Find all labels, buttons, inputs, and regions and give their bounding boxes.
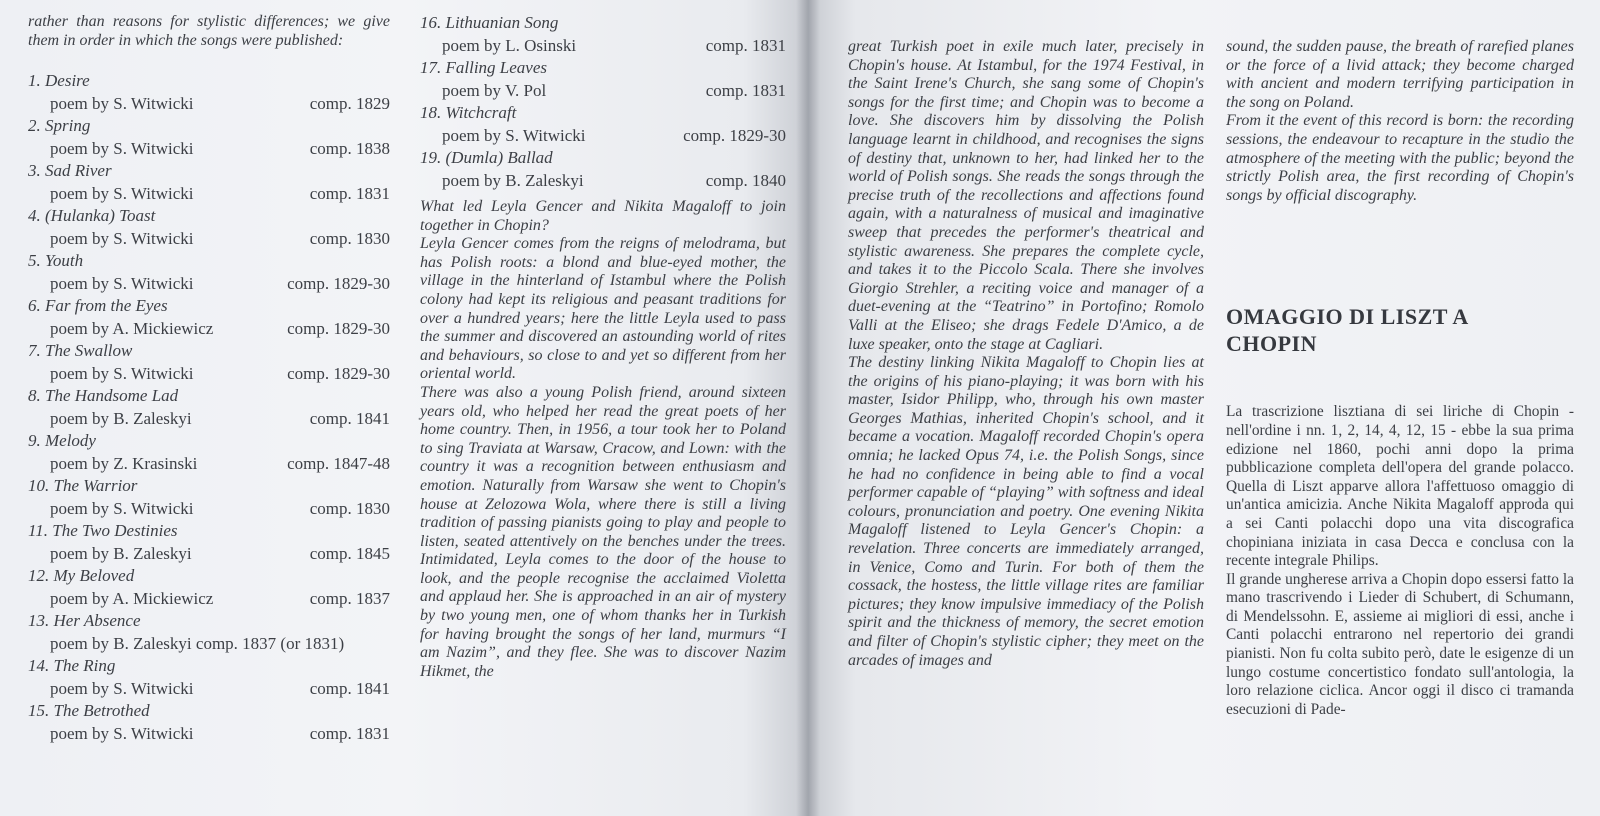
paragraph: The destiny linking Nikita Magaloff to Chopin lies at the origins of his piano-playing; it was born with his master, Isidor Philipp, who, through his own master Georges Mathias, inherited Chopin's school, and it became a vocation. Magaloff recorded Chopin's opera omnia; he lacked Opus 74, i.e. the Polish Songs, since he had no confidence in being able to find a vocal performer capable of “playing” with softness and ideal colours, pronunciation and poetry. One evening Nikita Magaloff listened to Leyla Gencer's Chopin: a revelation. Three concerts are immediately arranged, in Venice, Como and Turin. For both of them the cossack, the hostess, the little village rites are familiar pictures; they know impulsive immediacy of the Polish spirit and the thickness of memory, the secret emotion and filter of Chopin's stylistic cipher; they meet on the arcades of images and (848, 354, 1204, 669)
composition-year: comp. 1829 (309, 93, 390, 113)
song-entry (28, 610, 390, 655)
song-entry (28, 385, 390, 430)
song-credit-line (420, 170, 786, 193)
song-credit-line (420, 80, 786, 103)
song-list-column-1 (28, 12, 390, 745)
poem-credit: poem by S. Witwicki (50, 363, 194, 383)
article-text-english-continued (848, 38, 1204, 670)
composition-year: comp. 1840 (705, 170, 786, 190)
composition-year: comp. 1831 (309, 723, 390, 743)
song-credit-line (420, 125, 786, 148)
composition-year: comp. 1830 (309, 228, 390, 248)
song-credit-line (28, 408, 390, 431)
song-title: 16. Lithuanian Song (420, 13, 559, 32)
text-column-4 (1226, 38, 1574, 719)
song-credit-line (420, 35, 786, 58)
song-credit-line (28, 318, 390, 341)
song-entry (28, 250, 390, 295)
poem-credit: poem by S. Witwicki (50, 678, 194, 698)
composition-year: comp. 1830 (309, 498, 390, 518)
song-credit-line (28, 453, 390, 476)
song-entry (28, 115, 390, 160)
song-title: 10. The Warrior (28, 476, 138, 495)
poem-credit: poem by S. Witwicki (50, 498, 194, 518)
poem-credit: poem by B. Zaleskyi comp. 1837 (or 1831) (50, 633, 345, 653)
composition-year: comp. 1831 (705, 80, 786, 100)
text-column-2 (420, 12, 786, 681)
song-entry (28, 565, 390, 610)
article-text-italian (1226, 403, 1574, 719)
song-entry (28, 475, 390, 520)
song-entry (28, 520, 390, 565)
composition-year: comp. 1831 (309, 183, 390, 203)
song-title: 5. Youth (28, 251, 84, 270)
song-title: 17. Falling Leaves (420, 58, 548, 77)
composition-year: comp. 1831 (705, 35, 786, 55)
song-title: 4. (Hulanka) Toast (28, 206, 156, 225)
article-text-english-end (1226, 38, 1574, 205)
composition-year: comp. 1841 (309, 678, 390, 698)
composition-year: comp. 1845 (309, 543, 390, 563)
intro-text: rather than reasons for stylistic differences; we give them in order in which the songs were published: (28, 13, 390, 49)
poem-credit: poem by S. Witwicki (50, 138, 194, 158)
song-credit-line (28, 183, 390, 206)
song-title: 3. Sad River (28, 161, 112, 180)
text-column-3 (848, 38, 1204, 670)
poem-credit: poem by S. Witwicki (50, 723, 194, 743)
song-credit-line (28, 498, 390, 521)
poem-credit: poem by B. Zaleskyi (442, 170, 584, 190)
song-entry (28, 160, 390, 205)
poem-credit: poem by S. Witwicki (50, 183, 194, 203)
composition-year: comp. 1829-30 (287, 273, 390, 293)
paragraph: sound, the sudden pause, the breath of rarefied planes or the force of a livid attack; they become charged with ancient and modern terrifying participation in the song on Poland. (1226, 38, 1574, 111)
paragraph: great Turkish poet in exile much later, precisely in Chopin's house. At Istambul, for the 1974 Festival, in the Saint Irene's Church, she sang some of Chopin's songs for the first time; and Chopin was to become a love. She discovers him by dissolving the Polish language learnt in childhood, and recognises the signs of destiny that, unknown to her, had linked her to the world of Polish songs. She reads the songs through the precise truth of the recollections and affections found again, with a naturalness of musical and imaginative sweep that precedes the performer's theatrical and stylistic awareness. She prepares the complete cycle, and takes it to the Piccolo Scala. There she involves Giorgio Strehler, a reciting voice and manager of a duet-evening at the “Teatrino” in Portofino; Romolo Valli at the Eliseo; she drags Fedele D'Amico, a de luxe speaker, onto the stage at Cagliari. (848, 38, 1204, 353)
song-title: 18. Witchcraft (420, 103, 517, 122)
poem-credit: poem by Z. Krasinski (50, 453, 198, 473)
poem-credit: poem by S. Witwicki (50, 228, 194, 248)
song-title: 14. The Ring (28, 656, 116, 675)
poem-credit: poem by A. Mickiewicz (50, 318, 214, 338)
song-entry (28, 430, 390, 475)
song-title: 11. The Two Destinies (28, 521, 178, 540)
song-title: 15. The Betrothed (28, 701, 150, 720)
song-entry (28, 700, 390, 745)
song-entry (28, 295, 390, 340)
book-gutter (796, 0, 820, 816)
song-title: 1. Desire (28, 71, 90, 90)
composition-year: comp. 1837 (309, 588, 390, 608)
song-title: 2. Spring (28, 116, 91, 135)
poem-credit: poem by S. Witwicki (50, 273, 194, 293)
song-credit-line (28, 588, 390, 611)
song-credit-line (28, 93, 390, 116)
song-list (28, 70, 390, 745)
section-heading: OMAGGIO DI LISZT A CHOPIN (1226, 304, 1468, 357)
song-list-continued (420, 12, 786, 192)
paragraph: There was also a young Polish friend, around sixteen years old, who helped her read the great poets of her home country. Then, in 1956, a tour took her to Poland to sing Traviata at Warsaw, Cracow, and Lown: with the country it was a recognition between enthusiasm and emotion. Naturally from Warsaw she went to Chopin's house at Zelozowa Wola, where there is still a living tradition of passing pianists going to play and people to listen, seated attentively on the benches under the trees. Intimidated, Leyla comes to the door of the house to look, and the people recognise the acclaimed Violetta and applaud her. She is approached in an air of mystery by two young men, one of whom thanks her in Turkish for having brought the songs of her land, murmurs “I am Nazim”, and they flee. She was to discover Nazim Hikmet, the (420, 383, 786, 680)
song-entry (420, 12, 786, 57)
poem-credit: poem by L. Osinski (442, 35, 577, 55)
song-credit-line (28, 543, 390, 566)
paragraph: What led Leyla Gencer and Nikita Magaloff to join together in Chopin? (420, 198, 786, 234)
composition-year: comp. 1847-48 (287, 453, 390, 473)
song-credit-line (28, 633, 390, 656)
song-title: 12. My Beloved (28, 566, 135, 585)
composition-year: comp. 1829-30 (287, 318, 390, 338)
song-entry (28, 205, 390, 250)
song-title: 19. (Dumla) Ballad (420, 148, 553, 167)
composition-year: comp. 1829-30 (287, 363, 390, 383)
song-credit-line (28, 228, 390, 251)
right-page (808, 0, 1600, 816)
composition-year: comp. 1838 (309, 138, 390, 158)
song-credit-line (28, 138, 390, 161)
paragraph-italian: La trascrizione lisztiana di sei liriche di Chopin - nell'ordine i nn. 1, 2, 14, 4, 12, 15 - ebbe la sua prima edizione nel 1860, pochi anni dopo la prima pubblicazione completa dell'opera del grande polacco. Quella di Liszt apparve allora l'affettuoso omaggio di un'antica amicizia. Anche Nikita Magaloff approda qui a sei Canti polacchi dopo una vita discografica chopiniana iniziata in casa Decca e conclusa con la recente integrale Philips. (1226, 403, 1574, 570)
composition-year: comp. 1841 (309, 408, 390, 428)
song-credit-line (28, 678, 390, 701)
song-entry (420, 102, 786, 147)
poem-credit: poem by S. Witwicki (442, 125, 586, 145)
song-title: 8. The Handsome Lad (28, 386, 179, 405)
song-title: 6. Far from the Eyes (28, 296, 168, 315)
composition-year: comp. 1829-30 (683, 125, 786, 145)
poem-credit: poem by V. Pol (442, 80, 547, 100)
song-entry (28, 70, 390, 115)
song-entry (420, 57, 786, 102)
song-credit-line (28, 723, 390, 746)
song-title: 7. The Swallow (28, 341, 133, 360)
paragraph-italian: Il grande ungherese arriva a Chopin dopo essersi fatto la mano trascrivendo i Lieder di Schubert, di Schumann, di Mendelssohn. E, assieme ai migliori di essi, anche i Canti polacchi entrarono nel repertorio dei grandi pianisti. Non fu colta subito però, date le esigenze di un lungo costume concertistico fondato sull'antologia, la loro relazione ciclica. Ancor oggi il disco ci tramanda esecuzioni di Pade- (1226, 570, 1574, 718)
song-credit-line (28, 273, 390, 296)
article-text-english (420, 198, 786, 681)
song-title: 9. Melody (28, 431, 96, 450)
song-entry (28, 655, 390, 700)
poem-credit: poem by A. Mickiewicz (50, 588, 214, 608)
paragraph: Leyla Gencer comes from the reigns of melodrama, but has Polish roots: a blond and blue-eyed mother, the village in the hinterland of Istambul where the Polish colony had kept its religious and peasant traditions for over a hundred years; here the little Leyla used to pass the summer and discovered an astounding world of rites and behaviours, so close to and yet so different from her oriental world. (420, 235, 786, 383)
song-entry (420, 147, 786, 192)
song-credit-line (28, 363, 390, 386)
song-entry (28, 340, 390, 385)
poem-credit: poem by B. Zaleskyi (50, 543, 192, 563)
poem-credit: poem by B. Zaleskyi (50, 408, 192, 428)
poem-credit: poem by S. Witwicki (50, 93, 194, 113)
paragraph: From it the event of this record is born: the recording sessions, the endeavour to recapture in the studio the atmosphere of the meeting with the public; beyond the strictly Polish area, the first recording of Chopin's songs by official discography. (1226, 112, 1574, 204)
song-title: 13. Her Absence (28, 611, 141, 630)
